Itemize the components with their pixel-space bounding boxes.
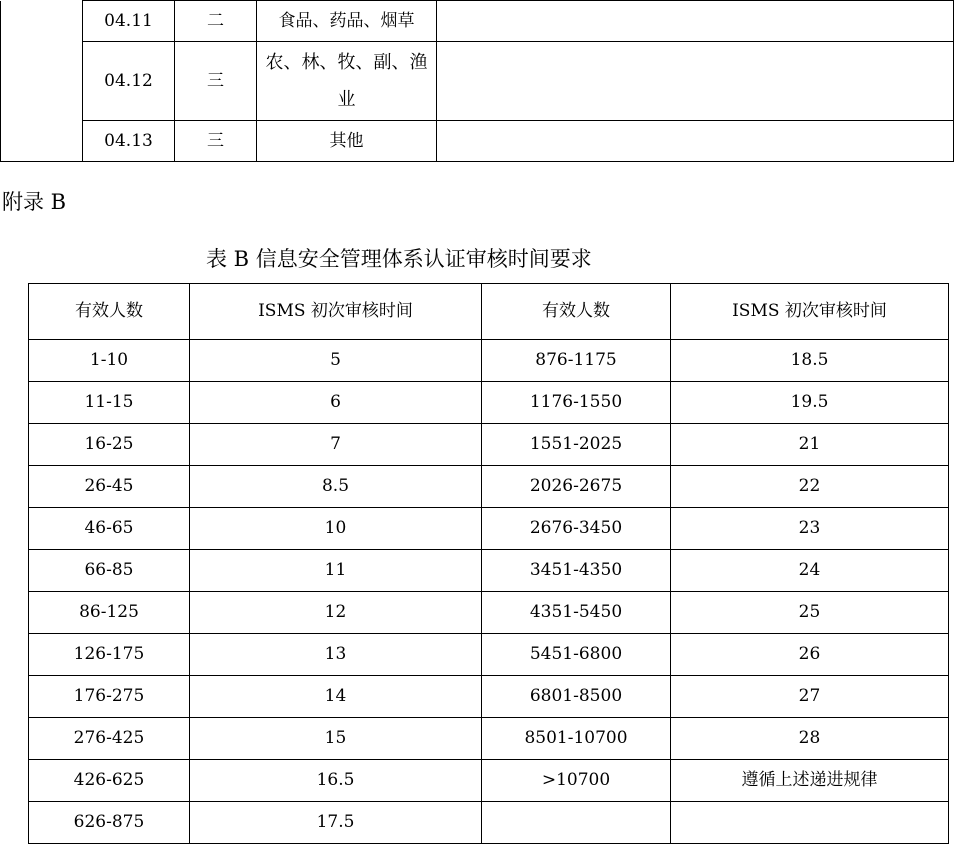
table-cell: 28 (671, 718, 949, 760)
table-cell: 24 (671, 550, 949, 592)
sector-row (1, 121, 954, 162)
table-caption: 表 B 信息安全管理体系认证审核时间要求 (206, 247, 592, 271)
table-cell (482, 802, 671, 844)
table-cell: 26 (671, 634, 949, 676)
table-cell: 11 (190, 550, 482, 592)
table-header-row (29, 284, 949, 340)
sector-code: 04.13 (83, 121, 175, 162)
table-cell: 86-125 (29, 592, 190, 634)
table-cell: >10700 (482, 760, 671, 802)
table-cell: 6801-8500 (482, 676, 671, 718)
column-header: ISMS 初次审核时间 (671, 284, 949, 340)
table-cell: 46-65 (29, 508, 190, 550)
appendix-heading: 附录 B (2, 190, 67, 214)
sector-category: 农、林、牧、副、渔业 (257, 42, 437, 121)
table-cell: 1176-1550 (482, 382, 671, 424)
table-cell: 16-25 (29, 424, 190, 466)
merged-blank-cell (1, 1, 83, 162)
table-cell: 15 (190, 718, 482, 760)
table-cell: 23 (671, 508, 949, 550)
sector-note (437, 1, 954, 42)
sector-category: 其他 (257, 121, 437, 162)
table-cell: 21 (671, 424, 949, 466)
sector-level: 三 (175, 121, 257, 162)
table-cell: 13 (190, 634, 482, 676)
audit-time-table (28, 283, 949, 844)
table-cell: 12 (190, 592, 482, 634)
table-cell: 6 (190, 382, 482, 424)
table-cell: 7 (190, 424, 482, 466)
table-cell: 426-625 (29, 760, 190, 802)
table-row (29, 550, 949, 592)
table-cell: 19.5 (671, 382, 949, 424)
table-cell: 176-275 (29, 676, 190, 718)
table-cell: 2676-3450 (482, 508, 671, 550)
table-row (29, 802, 949, 844)
table-cell: 626-875 (29, 802, 190, 844)
table-cell: 17.5 (190, 802, 482, 844)
table-cell: 25 (671, 592, 949, 634)
table-cell: 5 (190, 340, 482, 382)
table-cell: 3451-4350 (482, 550, 671, 592)
table-cell: 8.5 (190, 466, 482, 508)
sector-note (437, 121, 954, 162)
table-cell: 276-425 (29, 718, 190, 760)
table-row (29, 634, 949, 676)
table-row (29, 466, 949, 508)
sector-category: 食品、药品、烟草 (257, 1, 437, 42)
table-cell: 2026-2675 (482, 466, 671, 508)
table-cell: 26-45 (29, 466, 190, 508)
table-row (29, 424, 949, 466)
sector-level: 三 (175, 42, 257, 121)
table-cell: 22 (671, 466, 949, 508)
sector-table (0, 0, 954, 162)
sector-row (1, 1, 954, 42)
column-header: ISMS 初次审核时间 (190, 284, 482, 340)
table-cell: 14 (190, 676, 482, 718)
table-cell: 16.5 (190, 760, 482, 802)
table-row (29, 760, 949, 802)
column-header: 有效人数 (29, 284, 190, 340)
sector-level: 二 (175, 1, 257, 42)
sector-row (1, 42, 954, 121)
sector-note (437, 42, 954, 121)
table-cell: 66-85 (29, 550, 190, 592)
table-cell: 10 (190, 508, 482, 550)
table-cell: 18.5 (671, 340, 949, 382)
table-cell: 27 (671, 676, 949, 718)
table-row (29, 340, 949, 382)
table-row (29, 382, 949, 424)
table-cell: 1551-2025 (482, 424, 671, 466)
column-header: 有效人数 (482, 284, 671, 340)
sector-code: 04.12 (83, 42, 175, 121)
table-cell: 876-1175 (482, 340, 671, 382)
table-row (29, 718, 949, 760)
table-cell: 1-10 (29, 340, 190, 382)
table-cell: 遵循上述递进规律 (671, 760, 949, 802)
sector-code: 04.11 (83, 1, 175, 42)
table-cell: 4351-5450 (482, 592, 671, 634)
table-row (29, 676, 949, 718)
table-cell: 5451-6800 (482, 634, 671, 676)
table-cell: 11-15 (29, 382, 190, 424)
table-row (29, 592, 949, 634)
table-cell: 8501-10700 (482, 718, 671, 760)
table-row (29, 508, 949, 550)
table-cell (671, 802, 949, 844)
table-cell: 126-175 (29, 634, 190, 676)
